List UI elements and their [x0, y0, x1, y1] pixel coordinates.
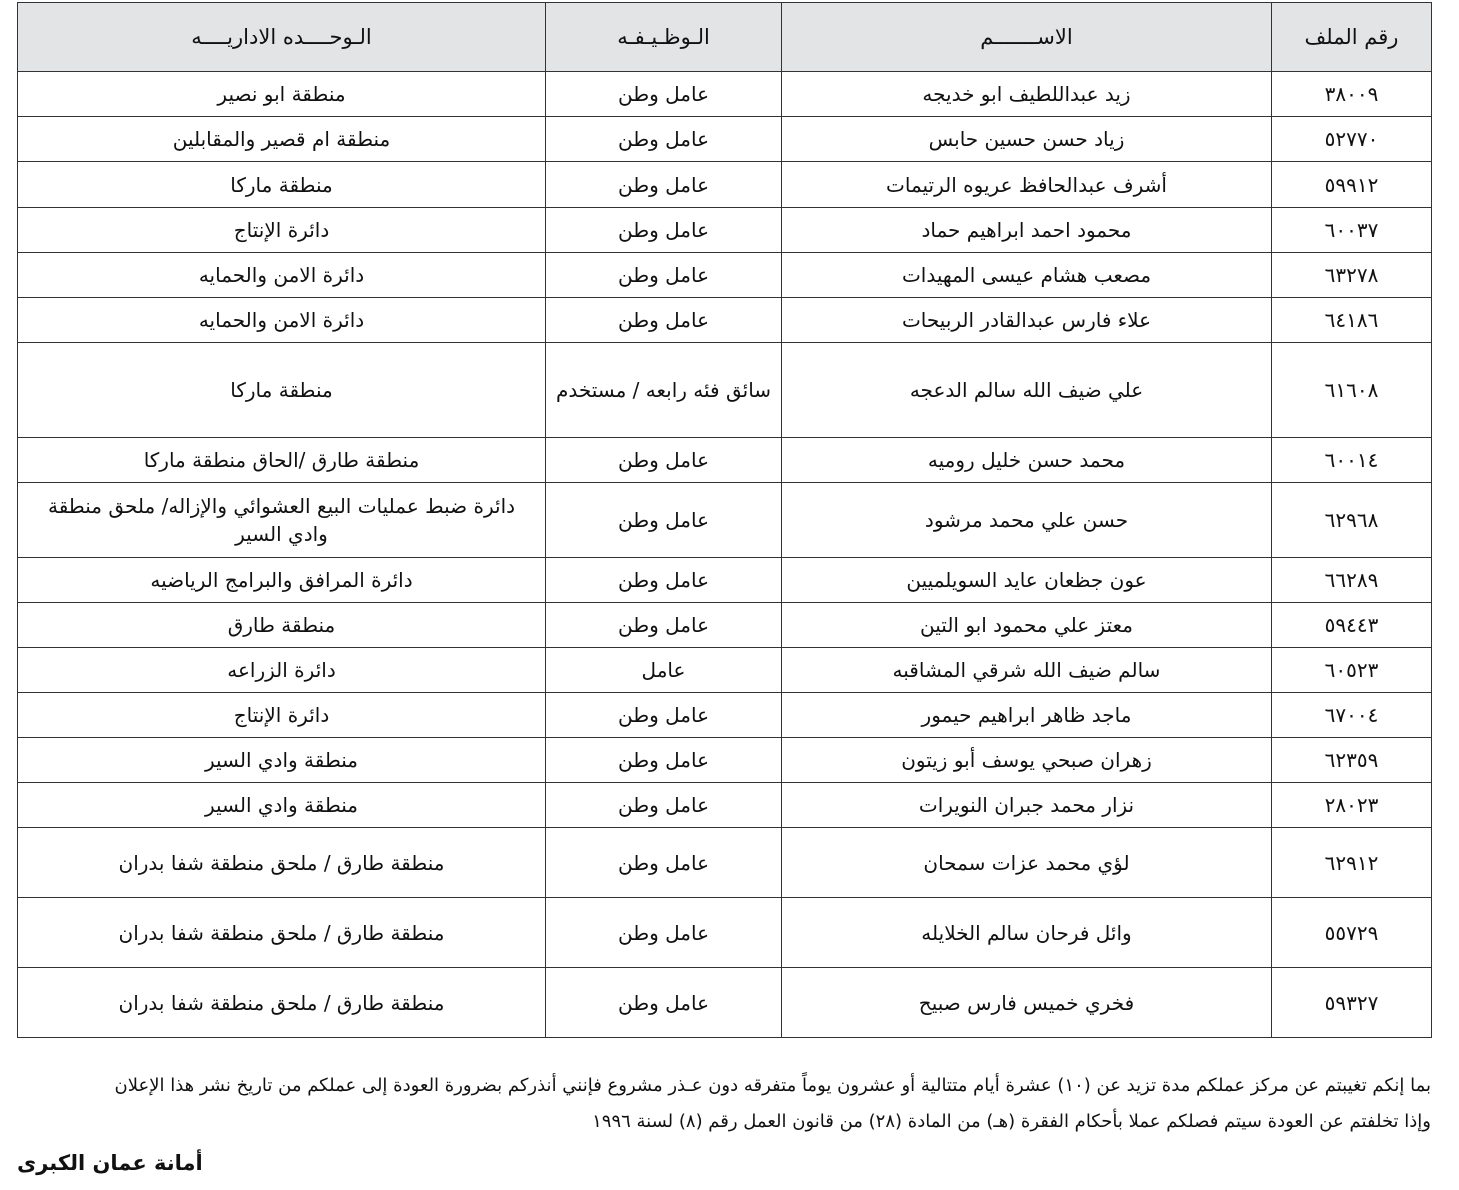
signature: أمانة عمان الكبرى [17, 1151, 203, 1175]
employees-table [17, 2, 1432, 1038]
job-cell: عامل وطن [546, 968, 782, 1038]
unit-cell: منطقة ماركا [18, 162, 546, 208]
table-row [18, 298, 1432, 343]
job-cell: عامل وطن [546, 558, 782, 603]
table-row [18, 603, 1432, 648]
job-cell: عامل وطن [546, 438, 782, 483]
unit-cell: منطقة ماركا [18, 343, 546, 438]
name-cell: علي ضيف الله سالم الدعجه [782, 343, 1272, 438]
table-row [18, 72, 1432, 117]
job-cell: عامل وطن [546, 162, 782, 208]
unit-cell: منطقة طارق / ملحق منطقة شفا بدران [18, 898, 546, 968]
table-row [18, 438, 1432, 483]
name-cell: أشرف عبدالحافظ عريوه الرتيمات [782, 162, 1272, 208]
file-number-cell: ٥٢٧٧٠ [1272, 117, 1432, 162]
file-number-cell: ٣٨٠٠٩ [1272, 72, 1432, 117]
job-cell: عامل وطن [546, 693, 782, 738]
name-cell: علاء فارس عبدالقادر الربيحات [782, 298, 1272, 343]
unit-cell: منطقة طارق [18, 603, 546, 648]
table-row [18, 783, 1432, 828]
table-row [18, 483, 1432, 558]
job-cell: عامل وطن [546, 783, 782, 828]
file-number-cell: ٦٤١٨٦ [1272, 298, 1432, 343]
unit-cell: منطقة وادي السير [18, 783, 546, 828]
unit-cell: دائرة الامن والحمايه [18, 253, 546, 298]
job-cell: عامل [546, 648, 782, 693]
table-row [18, 558, 1432, 603]
job-cell: عامل وطن [546, 898, 782, 968]
name-cell: معتز علي محمود ابو التين [782, 603, 1272, 648]
notice-text-line-2: وإذا تخلفتم عن العودة سيتم فصلكم عملا بأحكام الفقرة (هـ) من المادة (٢٨) من قانون العمل رقم (٨) لسنة ١٩٩٦ [592, 1111, 1431, 1132]
header-admin-unit: الـوحــــده الاداريــــه [18, 3, 546, 72]
unit-cell: منطقة طارق / ملحق منطقة شفا بدران [18, 968, 546, 1038]
unit-cell: منطقة وادي السير [18, 738, 546, 783]
name-cell: فخري خميس فارس صبيح [782, 968, 1272, 1038]
unit-cell: دائرة الإنتاج [18, 693, 546, 738]
job-cell: عامل وطن [546, 298, 782, 343]
unit-cell: دائرة الزراعه [18, 648, 546, 693]
job-cell: عامل وطن [546, 117, 782, 162]
job-cell: سائق فئه رابعه / مستخدم [546, 343, 782, 438]
table-header-row [18, 3, 1432, 72]
unit-cell: منطقة ابو نصير [18, 72, 546, 117]
file-number-cell: ٦٠٠٣٧ [1272, 208, 1432, 253]
table-row [18, 343, 1432, 438]
unit-cell: منطقة طارق /الحاق منطقة ماركا [18, 438, 546, 483]
file-number-cell: ٥٥٧٢٩ [1272, 898, 1432, 968]
table-row [18, 117, 1432, 162]
file-number-cell: ٢٨٠٢٣ [1272, 783, 1432, 828]
job-cell: عامل وطن [546, 253, 782, 298]
file-number-cell: ٥٩٩١٢ [1272, 162, 1432, 208]
notice-text-line-1: بما إنكم تغيبتم عن مركز عملكم مدة تزيد عن (١٠) عشرة أيام متتالية أو عشرون يوماً متفرقه دون عـذر مشروع فإنني أنذركم بضرورة العودة إلى عملكم من تاريخ نشر هذا الإعلان [114, 1075, 1431, 1096]
name-cell: نزار محمد جبران النويرات [782, 783, 1272, 828]
job-cell: عامل وطن [546, 603, 782, 648]
header-file-number: رقم الملف [1272, 3, 1432, 72]
table-row [18, 162, 1432, 208]
table-row [18, 693, 1432, 738]
unit-cell: منطقة طارق / ملحق منطقة شفا بدران [18, 828, 546, 898]
table-row [18, 648, 1432, 693]
file-number-cell: ٦٠٥٢٣ [1272, 648, 1432, 693]
table-row [18, 738, 1432, 783]
name-cell: وائل فرحان سالم الخلايله [782, 898, 1272, 968]
file-number-cell: ٦٢٩٦٨ [1272, 483, 1432, 558]
table-row [18, 253, 1432, 298]
unit-cell: دائرة ضبط عمليات البيع العشوائي والإزاله/ ملحق منطقة وادي السير [18, 483, 546, 558]
file-number-cell: ٥٩٣٢٧ [1272, 968, 1432, 1038]
unit-cell: دائرة الامن والحمايه [18, 298, 546, 343]
name-cell: ماجد ظاهر ابراهيم حيمور [782, 693, 1272, 738]
name-cell: محمد حسن خليل روميه [782, 438, 1272, 483]
job-cell: عامل وطن [546, 828, 782, 898]
job-cell: عامل وطن [546, 738, 782, 783]
table-row [18, 828, 1432, 898]
table-row [18, 208, 1432, 253]
name-cell: زياد حسن حسين حابس [782, 117, 1272, 162]
file-number-cell: ٦٠٠١٤ [1272, 438, 1432, 483]
unit-cell: منطقة ام قصير والمقابلين [18, 117, 546, 162]
file-number-cell: ٦١٦٠٨ [1272, 343, 1432, 438]
file-number-cell: ٦٣٢٧٨ [1272, 253, 1432, 298]
file-number-cell: ٦٦٢٨٩ [1272, 558, 1432, 603]
header-job: الـوظـيـفـه [546, 3, 782, 72]
table-row [18, 898, 1432, 968]
table-row [18, 968, 1432, 1038]
name-cell: لؤي محمد عزات سمحان [782, 828, 1272, 898]
name-cell: سالم ضيف الله شرقي المشاقبه [782, 648, 1272, 693]
file-number-cell: ٦٢٣٥٩ [1272, 738, 1432, 783]
job-cell: عامل وطن [546, 208, 782, 253]
name-cell: محمود احمد ابراهيم حماد [782, 208, 1272, 253]
unit-cell: دائرة الإنتاج [18, 208, 546, 253]
name-cell: زيد عبداللطيف ابو خديجه [782, 72, 1272, 117]
name-cell: حسن علي محمد مرشود [782, 483, 1272, 558]
file-number-cell: ٥٩٤٤٣ [1272, 603, 1432, 648]
file-number-cell: ٦٢٩١٢ [1272, 828, 1432, 898]
name-cell: مصعب هشام عيسى المهيدات [782, 253, 1272, 298]
file-number-cell: ٦٧٠٠٤ [1272, 693, 1432, 738]
header-name: الاســـــــم [782, 3, 1272, 72]
job-cell: عامل وطن [546, 483, 782, 558]
unit-cell: دائرة المرافق والبرامج الرياضيه [18, 558, 546, 603]
job-cell: عامل وطن [546, 72, 782, 117]
name-cell: زهران صبحي يوسف أبو زيتون [782, 738, 1272, 783]
name-cell: عون جظعان عايد السويلميين [782, 558, 1272, 603]
